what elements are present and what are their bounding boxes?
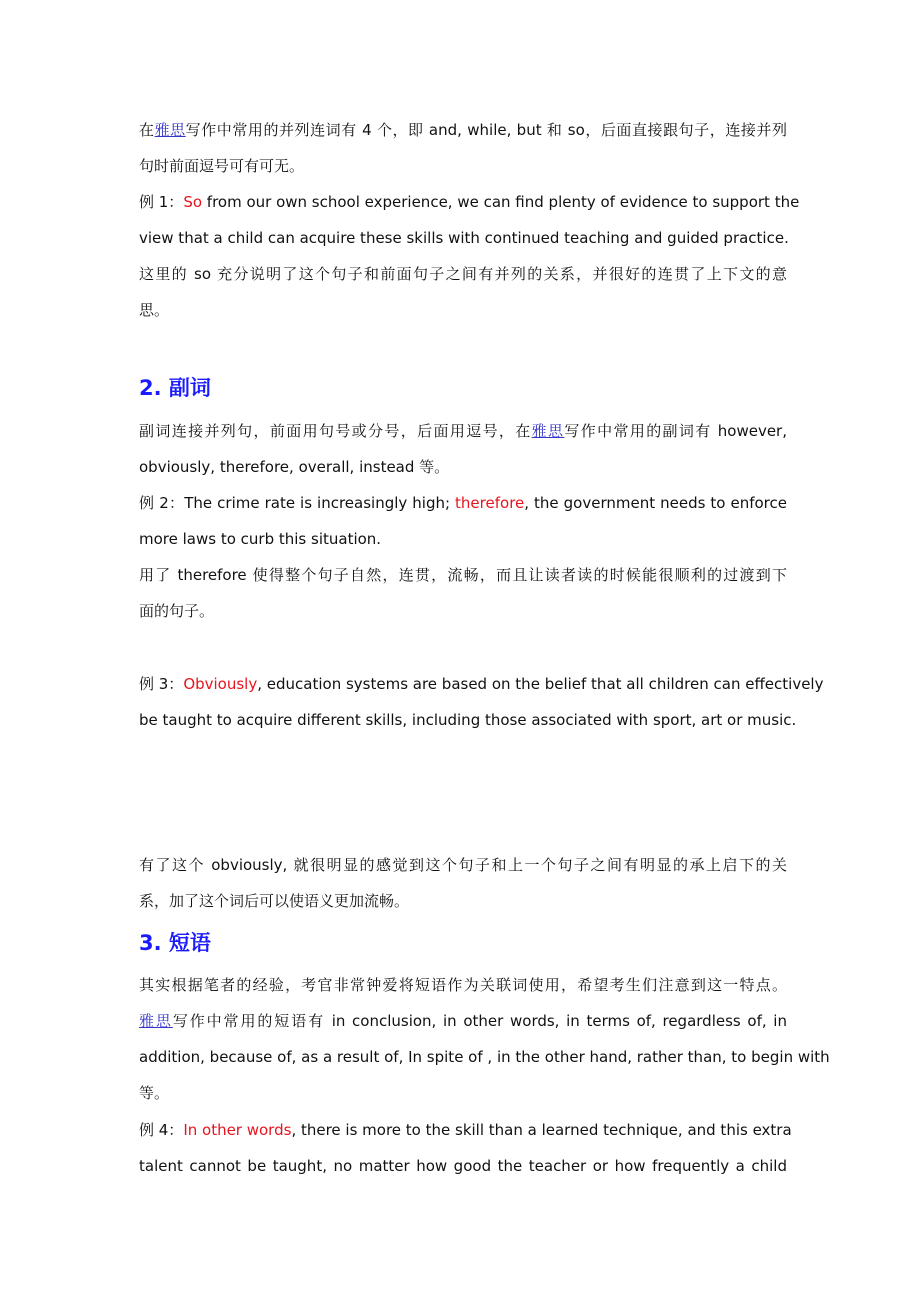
section3-intro-line4: 等。 — [139, 1084, 170, 1102]
text: , there is more to the skill than a learned technique, and this extra — [291, 1121, 792, 1139]
section3-intro-line2 — [139, 1011, 787, 1031]
example-label: 例 3： — [139, 675, 184, 693]
example-keyword: Obviously — [183, 675, 258, 693]
example1-line1 — [139, 192, 800, 212]
comment2-line1: 用了 therefore 使得整个句子自然，连贯，流畅，而且让读者读的时候能很顺利的过渡到下 — [139, 566, 787, 584]
para1-line2: 句时前面逗号可有可无。 — [139, 157, 305, 175]
example3-line2: be taught to acquire different skills, including those associated with sport, art or music. — [139, 711, 797, 729]
section2-intro-line2: obviously, therefore, overall, instead 等。 — [139, 458, 450, 476]
example2-line1 — [139, 493, 787, 513]
para1-line1 — [139, 120, 787, 140]
section2-heading: 2. 副词 — [139, 376, 211, 400]
section3-intro-line3: addition, because of, as a result of, In spite of , in the other hand, rather than, to begin with — [139, 1048, 830, 1066]
text: 写作中常用的短语有 in conclusion, in other words, in terms of, regardless of, in — [172, 1012, 787, 1030]
example-label: 例 1： — [139, 193, 184, 211]
comment1-line2: 思。 — [139, 301, 170, 319]
example-keyword: therefore — [455, 494, 525, 512]
example4-line2: talent cannot be taught, no matter how good the teacher or how frequently a child — [139, 1157, 787, 1175]
text: 写作中常用的副词有 however, — [564, 422, 787, 440]
comment2-line2: 面的句子。 — [139, 602, 215, 620]
example3-line1 — [139, 674, 824, 694]
example1-line2: view that a child can acquire these skills with continued teaching and guided practice. — [139, 229, 789, 247]
example2-line2: more laws to curb this situation. — [139, 530, 382, 548]
example-keyword: In other words — [183, 1121, 292, 1139]
text: 在 — [139, 121, 155, 139]
section3-intro-line1: 其实根据笔者的经验，考官非常钟爱将短语作为关联词使用，希望考生们注意到这一特点。 — [139, 976, 787, 994]
text: , the government needs to enforce — [524, 494, 787, 512]
comment1-line1: 这里的 so 充分说明了这个句子和前面句子之间有并列的关系，并很好的连贯了上下文的意 — [139, 265, 787, 283]
section2-intro-line1 — [139, 421, 787, 441]
text: 例 2：The crime rate is increasingly high; — [139, 494, 456, 512]
comment3-line1: 有了这个 obviously, 就很明显的感觉到这个句子和上一个句子之间有明显的承上启下的关 — [139, 856, 787, 874]
example4-line1 — [139, 1120, 792, 1140]
comment3-line2: 系，加了这个词后可以使语义更加流畅。 — [139, 892, 410, 910]
text: 写作中常用的并列连词有 4 个，即 and, while, but 和 so，后面直接跟句子，连接并列 — [185, 121, 787, 139]
example-keyword: So — [183, 193, 203, 211]
yasi-link[interactable]: 雅思 — [531, 422, 565, 440]
text: , education systems are based on the belief that all children can effectively — [257, 675, 824, 693]
yasi-link[interactable]: 雅思 — [154, 121, 186, 139]
yasi-link[interactable]: 雅思 — [139, 1012, 173, 1030]
section3-heading: 3. 短语 — [139, 931, 211, 955]
text: 副词连接并列句，前面用句号或分号，后面用逗号，在 — [139, 422, 532, 440]
text: from our own school experience, we can find plenty of evidence to support the — [202, 193, 800, 211]
example-label: 例 4： — [139, 1121, 184, 1139]
